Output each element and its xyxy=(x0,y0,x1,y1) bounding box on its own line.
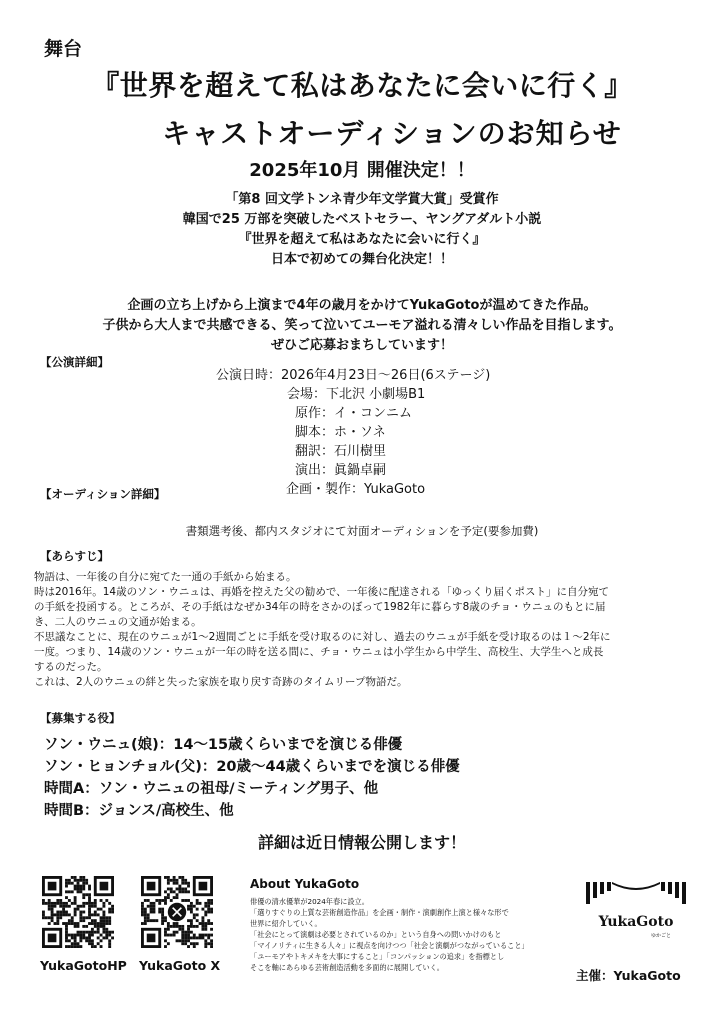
synopsis-line: 時は2016年。14歳のソン・ウニュは、再婚を控えた父の勧めで、一年後に配達される「ゆっくり届くポスト」に自分宛て xyxy=(34,586,610,598)
category-label: 舞台 xyxy=(44,38,83,60)
pitch-block xyxy=(0,296,724,356)
qr-code-x-icon xyxy=(141,876,213,948)
detail-row-venue: 会場：下北沢 小劇場B1 xyxy=(287,387,426,402)
synopsis-line: 物語は、一年後の自分に宛てた一通の手紙から始まる。 xyxy=(34,571,297,583)
performance-details xyxy=(216,366,536,499)
pitch-line: 子供から大人まで共感できる、笑って泣いてユーモア溢れる清々しい作品を目指します。 xyxy=(102,318,622,333)
synopsis-line: 一度。つまり、14歳のソン・ウニュが一年の時を送る間に、チョ・ウニュは小学生から中学生、高校生、大学生へと成長 xyxy=(34,646,604,658)
role-item: ソン・ヒョンチョル(父)：20歳〜44歳くらいまでを演じる俳優 xyxy=(44,759,460,775)
qr-label-x: YukaGoto X xyxy=(139,958,221,973)
detail-row-script: 脚本：ホ・ソネ xyxy=(295,425,386,440)
pitch-line: ぜひご応募おまちしています！ xyxy=(270,338,453,353)
audition-heading: 【オーディション詳細】 xyxy=(40,487,166,501)
detail-row-direction: 演出：眞鍋卓嗣 xyxy=(295,463,387,478)
logo-subtext: ゆかごと xyxy=(650,933,671,939)
about-line: 俳優の清水優華が2024年春に設立。 xyxy=(250,897,369,906)
about-line: 世界に紹介していく。 xyxy=(250,919,322,928)
qr-code-icon xyxy=(42,876,114,948)
pitch-line: 企画の立ち上げから上演まで4年の歳月をかけてYukaGotoが温めてきた作品。 xyxy=(127,298,597,313)
audition-text: 書類選考後、都内スタジオにて対面オーディションを予定(要参加費) xyxy=(185,524,539,538)
intro-line: 「第8 回文学トンネ青少年文学賞大賞」受賞作 xyxy=(225,192,499,207)
detail-row-translation: 翻訳：石川樹里 xyxy=(295,444,387,459)
about-line: 「社会にとって演劇は必要とされているのか」という自身への問いかけのもと xyxy=(250,930,502,939)
detail-row-production: 企画・製作：YukaGoto xyxy=(286,482,426,497)
date-headline: 2025年10月 開催決定！！ xyxy=(249,160,475,181)
synopsis-body xyxy=(34,570,694,690)
about-body xyxy=(250,896,580,973)
yukagoto-logo xyxy=(586,878,686,960)
role-item: 時間B：ジョンス/高校生、他 xyxy=(44,803,234,819)
role-item: 時間A：ソン・ウニュの祖母/ミーティング男子、他 xyxy=(44,781,379,797)
qr-label-homepage: YukaGotoHP xyxy=(40,958,127,973)
about-title: About YukaGoto xyxy=(250,877,360,891)
organizer-label: 主催：YukaGoto xyxy=(576,968,681,983)
intro-line: 日本で初めての舞台化決定！！ xyxy=(270,252,453,267)
about-line: そこを軸にあらゆる芸術創造活動を多面的に展開していく。 xyxy=(250,963,444,972)
synopsis-line: するのだった。 xyxy=(34,661,108,673)
announcement-text: 詳細は近日情報公開します！ xyxy=(257,833,466,852)
synopsis-line: これは、2人のウニュの絆と失った家族を取り戻す奇跡のタイムリープ物語だ。 xyxy=(34,676,408,688)
intro-line: 韓国で25 万部を突破したベストセラー、ヤングアダルト小説 xyxy=(182,212,542,227)
detail-row-original: 原作：イ・コンニム xyxy=(295,406,413,421)
synopsis-line: の手紙を投函する。ところが、その手紙はなぜか34年の時をさかのぼって1982年に暮らす8歳のチョ・ウニュのもとに届 xyxy=(34,601,606,613)
qr-code-homepage[interactable] xyxy=(42,876,114,952)
synopsis-line: き、二人のウニュの文通が始まる。 xyxy=(34,616,202,628)
qr-code-x[interactable] xyxy=(141,876,213,952)
about-line: 「ユーモアやトキメキを大事にすること」「コンパッションの追求」を指標とし xyxy=(250,952,505,961)
performance-heading: 【公演詳細】 xyxy=(40,355,109,369)
synopsis-line: 不思議なことに、現在のウニュが1〜2週間ごとに手紙を受け取るのに対し、過去のウニュが手紙を受け取るのは１〜2年に xyxy=(34,631,611,643)
roles-heading: 【募集する役】 xyxy=(40,711,121,725)
page-subtitle: キャストオーディションのお知らせ xyxy=(162,117,622,150)
intro-block xyxy=(0,190,724,270)
logo-text: YukaGoto xyxy=(598,914,674,930)
detail-row-date: 公演日時：2026年4月23日〜26日(6ステージ) xyxy=(216,368,491,383)
about-line: 「選りすぐりの上質な芸術創造作品」を企画・制作・演劇創作上演と様々な形で xyxy=(250,908,509,917)
synopsis-heading: 【あらすじ】 xyxy=(40,549,109,563)
about-line: 「マイノリティに生きる人々」に視点を向けつつ「社会と演劇がつながっていること」 xyxy=(250,941,529,950)
page-title: 『世界を超えて私はあなたに会いに行く』 xyxy=(91,69,633,102)
role-item: ソン・ウニュ(娘)：14〜15歳くらいまでを演じる俳優 xyxy=(44,737,403,753)
roles-list xyxy=(44,734,460,822)
intro-line: 『世界を超えて私はあなたに会いに行く』 xyxy=(238,232,486,247)
